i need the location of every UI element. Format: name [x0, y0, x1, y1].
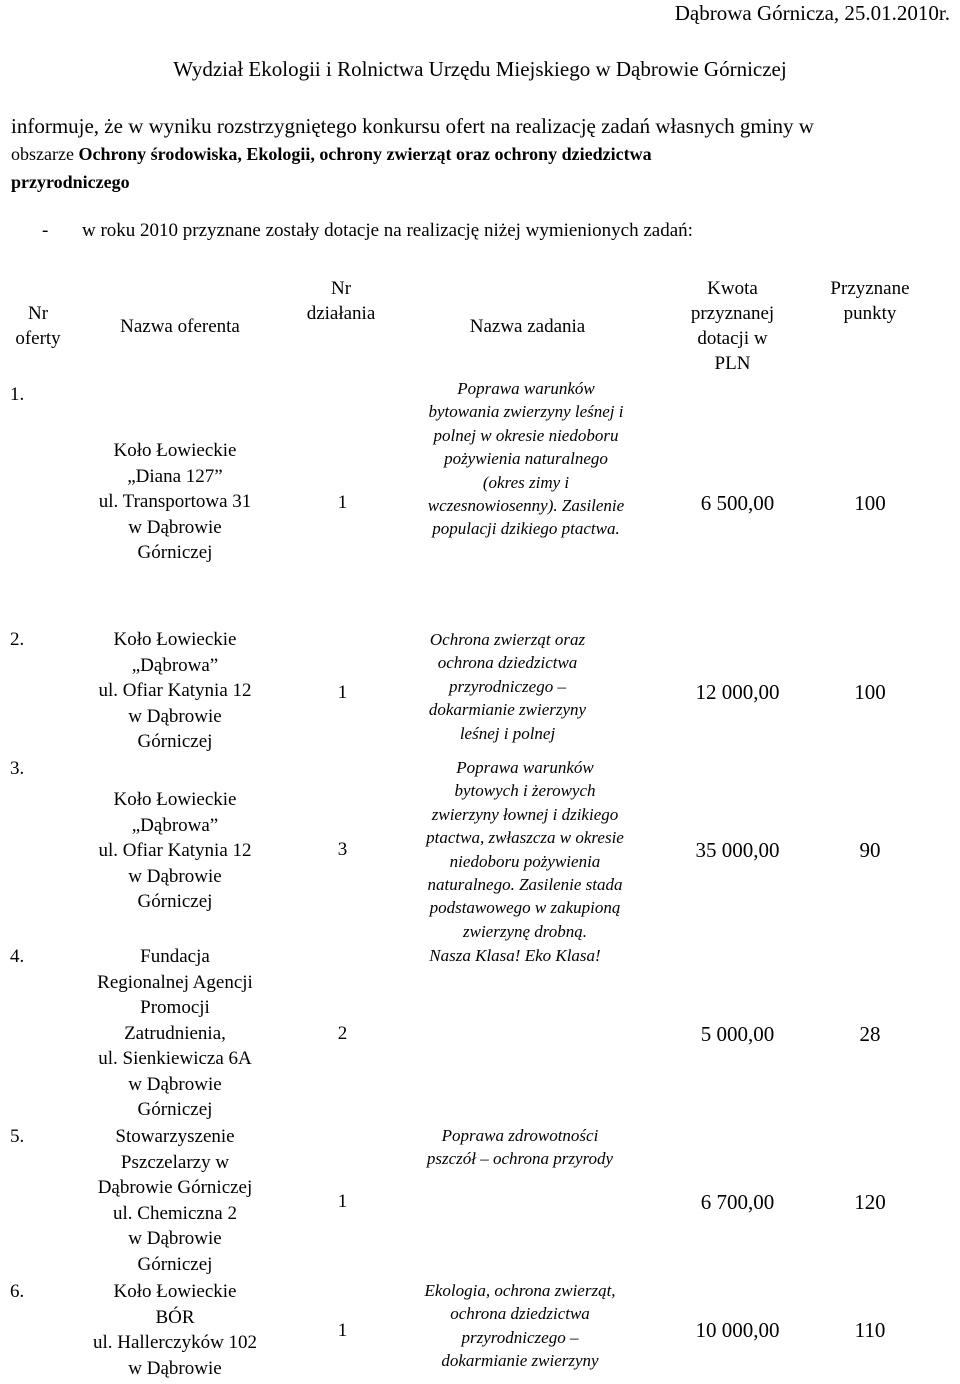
intro-line-1: informuje, że w wyniku rozstrzygniętego konkursu ofert na realizację zadań własnych gminy w: [11, 114, 814, 138]
offeror-name: Koło Łowieckie „Dąbrowa” ul. Ofiar Katynia 12 w Dąbrowie Górniczej: [98, 629, 252, 752]
task-name: Poprawa zdrowotności pszczół – ochrona przyrody: [426, 1126, 614, 1169]
offeror-name: Koło Łowieckie „Dąbrowa” ul. Ofiar Katynia 12 w Dąbrowie Górniczej: [98, 789, 252, 912]
offeror-name: Fundacja Regionalnej Agencji Promocji Zatrudnienia, ul. Sienkiewicza 6A w Dąbrowie Górniczej: [97, 946, 253, 1120]
intro-line-2-bold: Ochrony środowiska,: [78, 144, 242, 164]
task-name: Poprawa warunków bytowych i żerowych zwierzyny łownej i dzikiego ptactwa, zwłaszcza w okresie niedoboru pożywienia naturalnego. Zasilenie stada podstawowego w zakupioną zwierzynę drobną.: [426, 758, 624, 941]
action-number: 1: [337, 682, 348, 703]
dash-bullet: -: [42, 220, 49, 241]
task-name: Ekologia, ochrona zwierząt, ochrona dziedzictwa przyrodniczego – dokarmianie zwierzyny: [424, 1281, 616, 1371]
col-header-action-no: Nr działania: [306, 278, 376, 324]
offeror-name: Koło Łowieckie BÓR ul. Hallerczyków 102 w Dąbrowie: [92, 1281, 258, 1379]
grant-amount: 12 000,00: [695, 680, 780, 704]
row-number: 6.: [10, 1281, 25, 1302]
awarded-points: 110: [854, 1318, 886, 1342]
row-number: 2.: [10, 629, 25, 650]
awarded-points: 120: [854, 1190, 886, 1214]
grant-amount: 6 500,00: [700, 491, 775, 515]
col-header-task-name: Nazwa zadania: [469, 316, 586, 337]
col-header-offeror: Nazwa oferenta: [120, 316, 240, 337]
intro-line-2-rest: Ekologii, ochrony zwierząt oraz ochrony dziedzictwa: [241, 144, 652, 164]
awarded-points: 28: [859, 1022, 881, 1046]
intro-line-2-prefix: obszarze: [11, 144, 79, 164]
col-header-points: Przyznane punkty: [830, 278, 910, 324]
awarded-points: 100: [854, 491, 886, 515]
row-number: 3.: [10, 758, 25, 779]
announcement-text: w roku 2010 przyznane zostały dotacje na realizację niżej wymienionych zadań:: [82, 220, 693, 241]
grant-amount: 10 000,00: [695, 1318, 780, 1342]
grant-amount: 5 000,00: [700, 1022, 775, 1046]
intro-line-3: przyrodniczego: [11, 172, 130, 192]
task-name: Poprawa warunków bytowania zwierzyny leśnej i polnej w okresie niedoboru pożywienia naturalnego (okres zimy i wczesnowiosenny). Zasilenie populacji dzikiego ptactwa.: [427, 379, 625, 539]
action-number: 3: [337, 839, 348, 860]
document-date: Dąbrowa Górnicza, 25.01.2010r.: [674, 1, 950, 25]
department-heading: Wydział Ekologii i Rolnictwa Urzędu Miejskiego w Dąbrowie Górniczej: [173, 57, 787, 81]
intro-line-2: [11, 140, 951, 168]
action-number: 2: [337, 1023, 348, 1044]
task-name: Nasza Klasa! Eko Klasa!: [429, 946, 601, 965]
awarded-points: 100: [854, 680, 886, 704]
awarded-points: 90: [859, 838, 881, 862]
intro-paragraph: [11, 112, 951, 196]
row-number: 5.: [10, 1126, 25, 1147]
action-number: 1: [337, 1191, 348, 1212]
row-number: 4.: [10, 946, 25, 967]
row-number: 1.: [10, 384, 25, 405]
task-name: Ochrona zwierząt oraz ochrona dziedzictwa przyrodniczego – dokarmianie zwierzyny leśnej i polnej: [428, 630, 587, 743]
action-number: 1: [337, 1320, 348, 1341]
grant-amount: 35 000,00: [695, 838, 780, 862]
announcement-line: [42, 218, 693, 244]
col-header-amount: Kwota przyznanej dotacji w PLN: [690, 278, 775, 374]
offeror-name: Stowarzyszenie Pszczelarzy w Dąbrowie Górniczej ul. Chemiczna 2 w Dąbrowie Górniczej: [97, 1126, 253, 1275]
action-number: 1: [337, 492, 348, 513]
offeror-name: Koło Łowieckie „Diana 127” ul. Transportowa 31 w Dąbrowie Górniczej: [98, 440, 252, 563]
grant-amount: 6 700,00: [700, 1190, 775, 1214]
col-header-offer-no: Nr oferty: [15, 303, 61, 349]
